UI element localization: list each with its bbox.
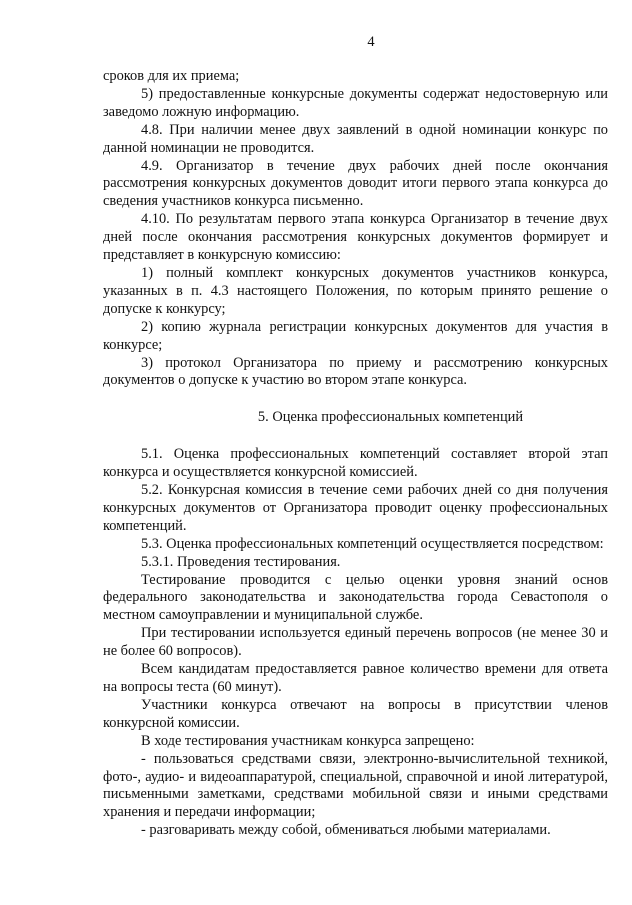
paragraph: 5.1. Оценка профессиональных компетенций составляет второй этап конкурса и осуществляется конкурсной комиссией. bbox=[103, 446, 608, 481]
document-body bbox=[103, 68, 608, 840]
paragraph: При тестировании используется единый перечень вопросов (не менее 30 и не более 60 вопросов). bbox=[103, 625, 608, 660]
paragraph: 5.3. Оценка профессиональных компетенций осуществляется посредством: bbox=[141, 535, 604, 552]
page-number: 4 bbox=[367, 34, 375, 50]
paragraph: - пользоваться средствами связи, электронно-вычислительной техникой, фото-, аудио- и видеоаппаратурой, специальной, справочной и иной литературой, письменными заметками, средствами мобильной связи и иными средствами хранения и передачи информации; bbox=[103, 750, 608, 821]
paragraph: 2) копию журнала регистрации конкурсных документов для участия в конкурсе; bbox=[103, 318, 608, 353]
paragraph: сроков для их приема; bbox=[103, 68, 240, 84]
paragraph: 1) полный комплект конкурсных документов участников конкурса, указанных в п. 4.3 настоящего Положения, по которым принято решение о допуске к конкурсу; bbox=[103, 264, 608, 317]
paragraph: 4.10. По результатам первого этапа конкурса Организатор в течение двух дней после окончания рассмотрения конкурсных документов формирует и представляет в конкурсную комиссию: bbox=[103, 211, 608, 264]
paragraph: 4.9. Организатор в течение двух рабочих дней после окончания рассмотрения конкурсных документов доводит итоги первого этапа конкурса до сведения участников конкурса письменно. bbox=[103, 157, 608, 210]
paragraph: - разговаривать между собой, обмениваться любыми материалами. bbox=[141, 822, 551, 839]
paragraph: Участники конкурса отвечают на вопросы в присутствии членов конкурсной комиссии. bbox=[103, 696, 608, 731]
paragraph: Тестирование проводится с целью оценки уровня знаний основ федерального законодательства и законодательства города Севастополя о местном самоуправлении и муниципальной службе. bbox=[103, 571, 608, 624]
paragraph: 5.2. Конкурсная комиссия в течение семи рабочих дней со дня получения конкурсных документов от Организатора проводит оценку профессиональных компетенций. bbox=[103, 482, 608, 534]
section-heading: 5. Оценка профессиональных компетенций bbox=[257, 409, 524, 426]
paragraph: 5) предоставленные конкурсные документы содержат недостоверную или заведомо ложную информацию. bbox=[103, 85, 608, 120]
paragraph: 5.3.1. Проведения тестирования. bbox=[141, 553, 341, 570]
paragraph: 3) протокол Организатора по приему и рассмотрению конкурсных документов о допуске к участию во втором этапе конкурса. bbox=[103, 354, 608, 389]
paragraph: 4.8. При наличии менее двух заявлений в одной номинации конкурс по данной номинации не проводится. bbox=[103, 121, 608, 156]
paragraph: В ходе тестирования участникам конкурса запрещено: bbox=[141, 732, 475, 749]
paragraph: Всем кандидатам предоставляется равное количество времени для ответа на вопросы теста (60 минут). bbox=[103, 661, 608, 695]
